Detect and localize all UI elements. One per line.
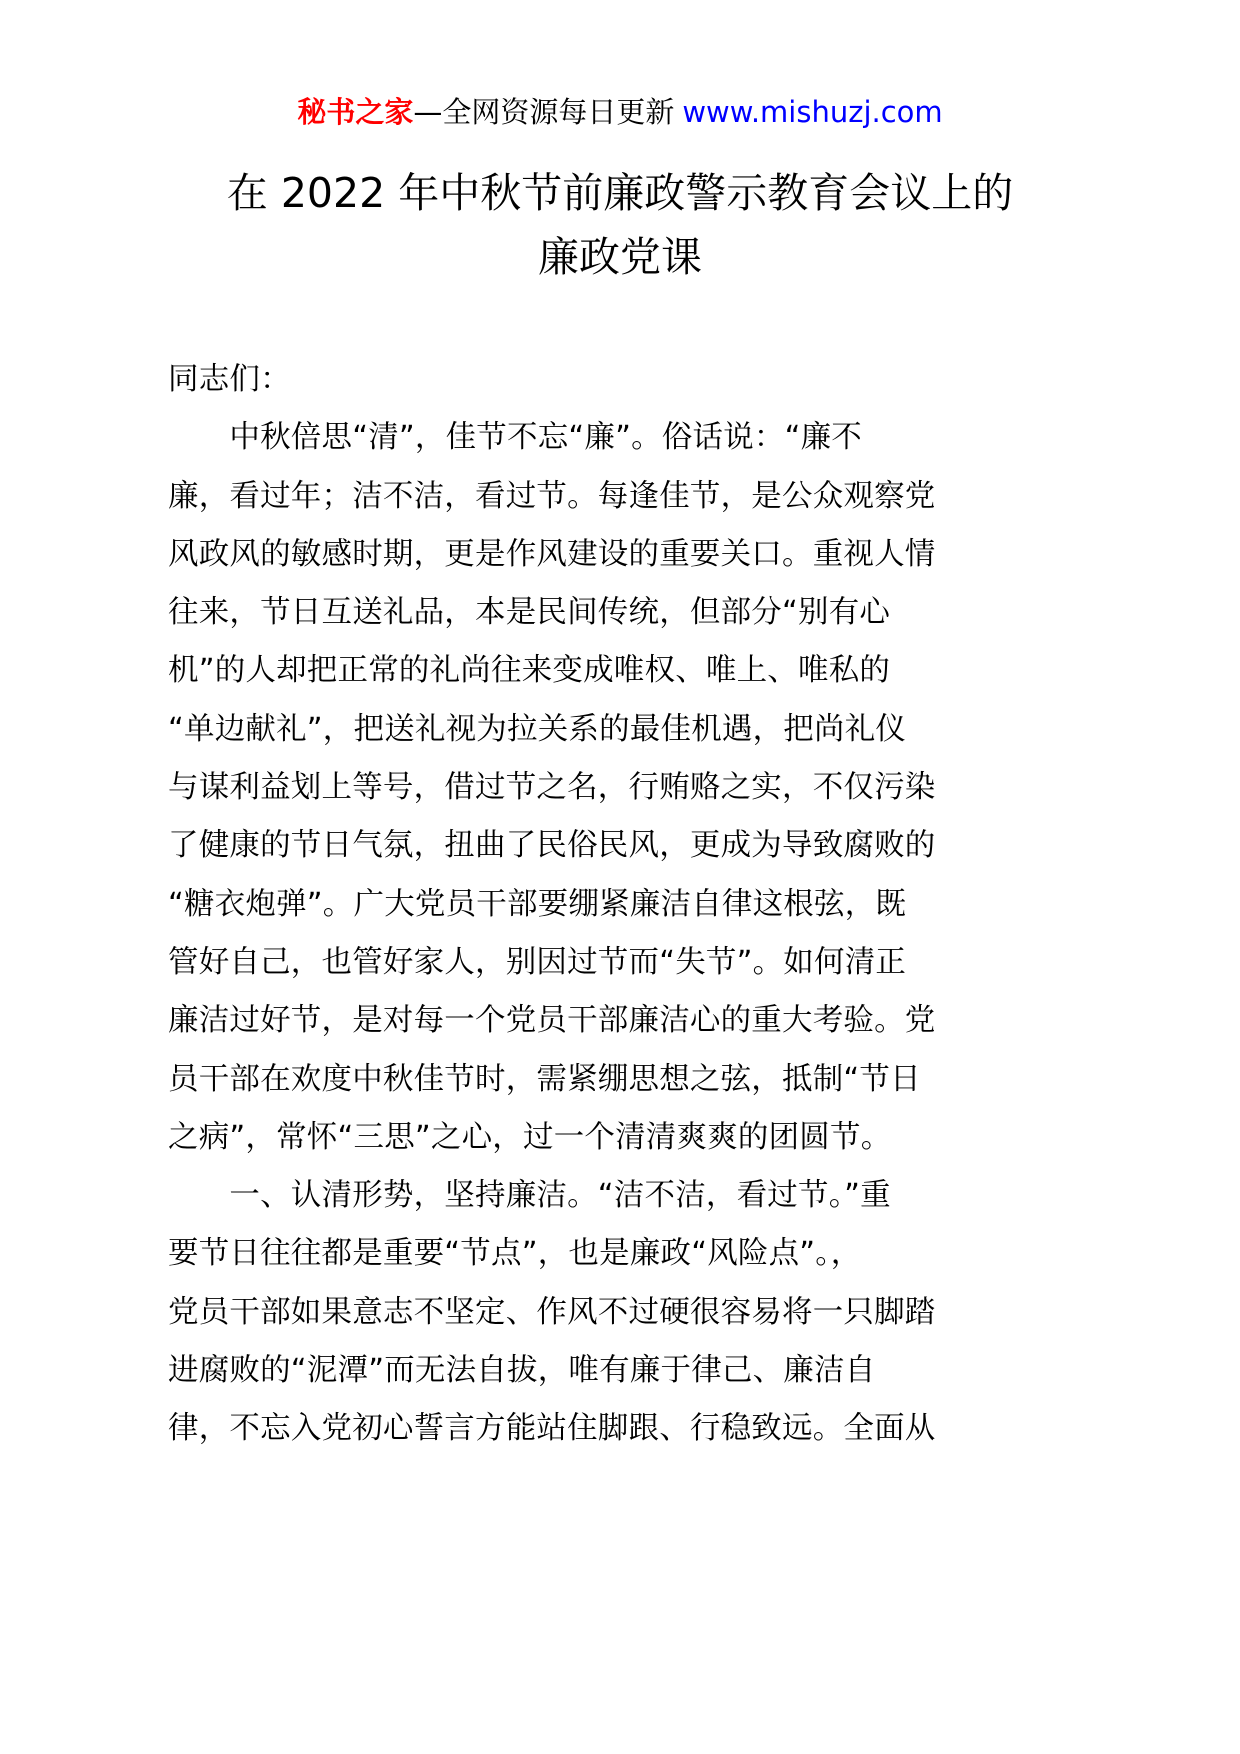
body-line: 中秋倍思“清”，佳节不忘“廉”。俗话说：“廉不 — [168, 420, 863, 456]
document-title-line-2: 廉政党课 — [538, 233, 702, 281]
section-heading-line: 一、认清形势，坚持廉洁。“洁不洁，看过节。”重 — [168, 1178, 891, 1214]
body-line: 管好自己，也管好家人，别因过节而“失节”。如何清正 — [168, 944, 907, 980]
body-line: 员干部在欢度中秋佳节时，需紧绷思想之弦，抵制“节日 — [168, 1061, 921, 1097]
body-line: 廉，看过年；洁不洁，看过节。每逢佳节，是公众观察党 — [168, 478, 936, 514]
body-line: 党员干部如果意志不坚定、作风不过硬很容易将一只脚踏 — [168, 1294, 936, 1330]
banner-slogan: —全网资源每日更新 — [413, 95, 675, 129]
body-line: 之病”，常怀“三思”之心，过一个清清爽爽的团圆节。 — [168, 1119, 892, 1155]
body-line: 要节日往往都是重要“节点”，也是廉政“风险点”。， — [168, 1236, 862, 1272]
site-url-link[interactable]: www.mishuzj.com — [682, 95, 943, 129]
body-line: 进腐败的“泥潭”而无法自拔，唯有廉于律己、廉洁自 — [168, 1353, 876, 1389]
body-line: “糖衣炮弹”。广大党员干部要绷紧廉洁自律这根弦，既 — [168, 886, 907, 922]
body-line: 与谋利益划上等号，借过节之名，行贿赂之实，不仅污染 — [168, 770, 936, 806]
body-line: 机”的人却把正常的礼尚往来变成唯权、唯上、唯私的 — [168, 653, 891, 689]
body-line: “单边献礼”，把送礼视为拉关系的最佳机遇，把尚礼仪 — [168, 711, 907, 747]
body-line: 往来，节日互送礼品，本是民间传统，但部分“别有心 — [168, 595, 891, 631]
document-body — [168, 362, 1068, 1470]
salutation: 同志们： — [168, 362, 291, 397]
body-line: 律，不忘入党初心誓言方能站住脚跟、行稳致远。全面从 — [168, 1411, 936, 1447]
watermark-banner — [0, 92, 1240, 132]
body-line: 了健康的节日气氛，扭曲了民俗民风，更成为导致腐败的 — [168, 828, 936, 864]
body-line: 风政风的敏感时期，更是作风建设的重要关口。重视人情 — [168, 536, 936, 572]
document-title-line-1: 在 2022 年中秋节前廉政警示教育会议上的 — [226, 169, 1014, 217]
brand-name: 秘书之家 — [297, 95, 414, 129]
body-line: 廉洁过好节，是对每一个党员干部廉洁心的重大考验。党 — [168, 1003, 936, 1039]
